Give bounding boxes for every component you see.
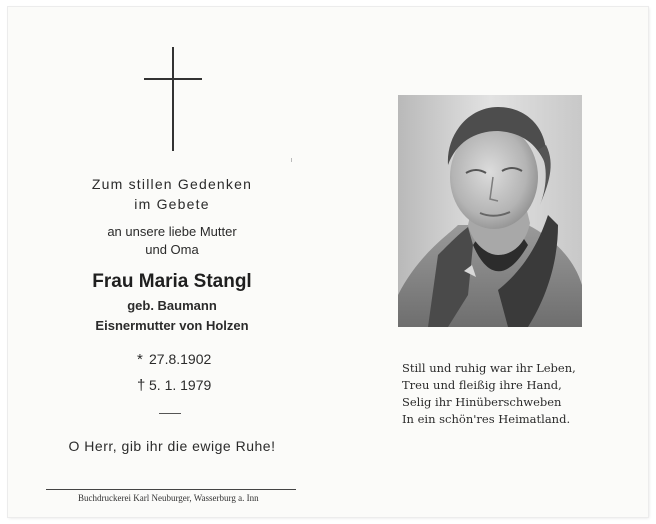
separator-line bbox=[159, 413, 181, 414]
poem-line-2: Treu und fleißig ihre Hand, bbox=[402, 378, 562, 392]
birth-date-line bbox=[137, 351, 211, 368]
poem bbox=[402, 360, 576, 428]
fold-mark bbox=[291, 158, 292, 162]
dedication-line-1: an unsere liebe Mutter bbox=[107, 224, 237, 239]
printer-imprint: Buchdruckerei Karl Neuburger, Wasserburg a. Inn bbox=[78, 493, 259, 503]
occupation: Eisnermutter von Holzen bbox=[95, 318, 249, 333]
dedication-line-2: und Oma bbox=[145, 242, 199, 257]
intro-line-1: Zum stillen Gedenken bbox=[91, 176, 253, 192]
maiden-name: geb. Baumann bbox=[127, 298, 217, 313]
prayer-line: O Herr, gib ihr die ewige Ruhe! bbox=[68, 438, 276, 454]
poem-line-3: Selig ihr Hinüberschweben bbox=[402, 395, 562, 409]
poem-line-4: In ein schön'res Heimatland. bbox=[402, 412, 571, 426]
cross-icon bbox=[144, 47, 202, 151]
intro-line-2: im Gebete bbox=[134, 196, 210, 212]
death-date: 5. 1. 1979 bbox=[149, 377, 212, 393]
birth-date: 27.8.1902 bbox=[149, 351, 212, 367]
birth-star-icon: * bbox=[137, 351, 143, 368]
poem-line-1: Still und ruhig war ihr Leben, bbox=[402, 361, 576, 375]
death-date-line bbox=[137, 377, 211, 394]
death-dagger-icon: † bbox=[137, 377, 146, 394]
footer-divider bbox=[46, 489, 296, 490]
portrait-photo bbox=[398, 95, 582, 327]
deceased-name: Frau Maria Stangl bbox=[92, 271, 252, 292]
